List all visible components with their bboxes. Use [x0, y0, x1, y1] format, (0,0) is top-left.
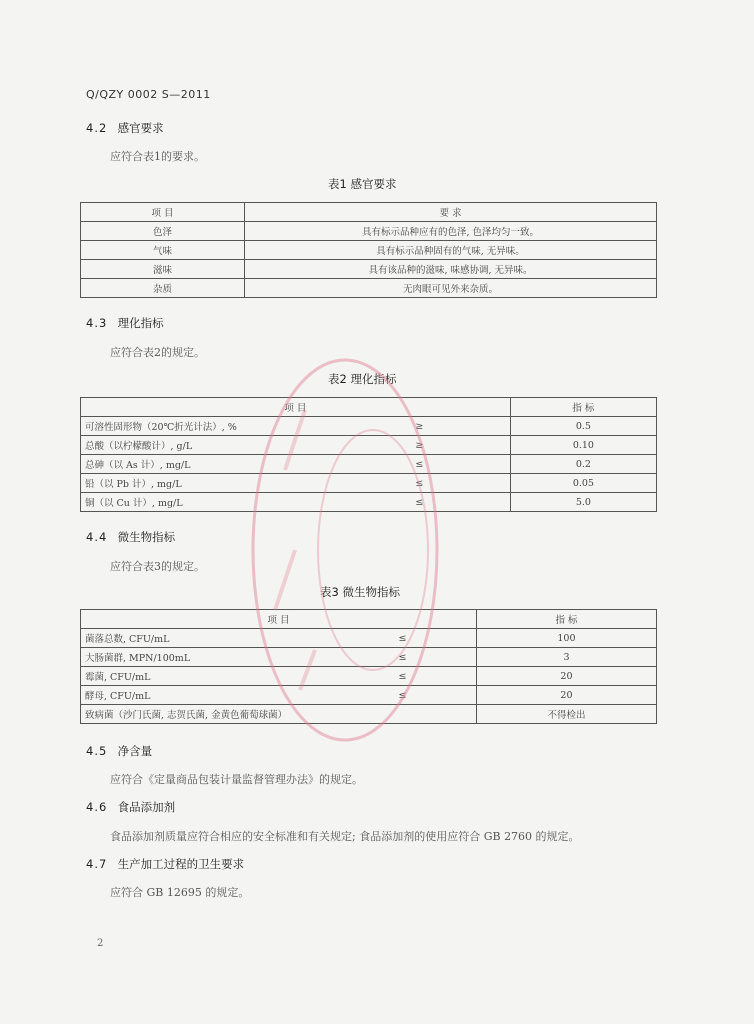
- section-4-6-text: 食品添加剂质量应符合相应的安全标准和有关规定; 食品添加剂的使用应符合 GB 2760 的规定。: [110, 830, 580, 843]
- table-row: [81, 279, 657, 298]
- table-cell: 具有该品种的滋味, 味感协调, 无异味。: [245, 260, 657, 279]
- table-cell: 无肉眼可见外来杂质。: [245, 279, 657, 298]
- table-cell: 3: [476, 648, 656, 667]
- table-cell: 0.10: [510, 436, 656, 455]
- section-title: 净含量: [117, 744, 153, 758]
- table-cell: 总酸（以柠檬酸计）, g/L: [81, 436, 330, 455]
- table-cell: 铜（以 Cu 计）, mg/L: [81, 493, 330, 512]
- table-cell: 不得检出: [476, 705, 656, 724]
- header-cell: 项 目: [81, 610, 477, 629]
- table-row: [81, 241, 657, 260]
- section-title: 感官要求: [117, 121, 164, 135]
- table-row: [81, 455, 657, 474]
- table-cell: 100: [476, 629, 656, 648]
- table-row: [81, 260, 657, 279]
- table-row: [81, 417, 657, 436]
- table-cell: 气味: [81, 241, 245, 260]
- table-cell: 大肠菌群, MPN/100mL: [81, 648, 330, 667]
- header-cell: 项 目: [81, 398, 511, 417]
- table-2-caption: 表2 理化指标: [328, 372, 397, 386]
- header-cell: 指 标: [510, 398, 656, 417]
- table-3-microbiological: [80, 609, 657, 724]
- comparison-sign: ≤: [329, 474, 510, 493]
- section-4-5-text: 应符合《定量商品包装计量监督管理办法》的规定。: [110, 773, 363, 786]
- table-cell: 0.2: [510, 455, 656, 474]
- table-cell: 具有标示品种应有的色泽, 色泽均匀一致。: [245, 222, 657, 241]
- comparison-sign: ≤: [329, 648, 476, 667]
- section-4-7-heading: [86, 856, 244, 872]
- section-number: 4.5: [86, 744, 108, 758]
- table-row: [81, 436, 657, 455]
- section-number: 4.7: [86, 857, 108, 871]
- section-number: 4.3: [86, 316, 108, 330]
- section-4-3-heading: [86, 315, 164, 331]
- section-number: 4.6: [86, 800, 108, 814]
- section-number: 4.2: [86, 121, 108, 135]
- comparison-sign: ≤: [329, 686, 476, 705]
- section-4-7-text: 应符合 GB 12695 的规定。: [110, 886, 250, 899]
- table-cell: 酵母, CFU/mL: [81, 686, 330, 705]
- table-row: [81, 686, 657, 705]
- comparison-sign: ≤: [329, 493, 510, 512]
- table-cell: 5.0: [510, 493, 656, 512]
- comparison-sign: ≤: [329, 455, 510, 474]
- section-4-3-text: 应符合表2的规定。: [110, 346, 205, 359]
- table-cell: 0.5: [510, 417, 656, 436]
- table-row: [81, 648, 657, 667]
- section-4-4-text: 应符合表3的规定。: [110, 560, 205, 573]
- table-cell: 总砷（以 As 计）, mg/L: [81, 455, 330, 474]
- table-cell: 杂质: [81, 279, 245, 298]
- table-cell: 滋味: [81, 260, 245, 279]
- section-4-5-heading: [86, 743, 152, 759]
- table-row: [81, 667, 657, 686]
- section-title: 微生物指标: [117, 530, 176, 544]
- table-cell: 色泽: [81, 222, 245, 241]
- table-cell: 致病菌（沙门氏菌, 志贺氏菌, 金黄色葡萄球菌）: [81, 705, 477, 724]
- table-cell: 霉菌, CFU/mL: [81, 667, 330, 686]
- section-4-2-text: 应符合表1的要求。: [110, 150, 205, 163]
- comparison-sign: ≥: [329, 436, 510, 455]
- table-row: [81, 222, 657, 241]
- section-title: 生产加工过程的卫生要求: [117, 857, 245, 871]
- table-header-row: [81, 398, 657, 417]
- table-cell: 可溶性固形物（20℃折光计法）, %: [81, 417, 330, 436]
- comparison-sign: ≤: [329, 667, 476, 686]
- table-row: [81, 629, 657, 648]
- table-cell: 铅（以 Pb 计）, mg/L: [81, 474, 330, 493]
- comparison-sign: ≤: [329, 629, 476, 648]
- section-title: 食品添加剂: [117, 800, 176, 814]
- table-1-caption: 表1 感官要求: [328, 177, 397, 191]
- table-row: [81, 474, 657, 493]
- page-number: 2: [97, 938, 104, 949]
- table-3-caption: 表3 微生物指标: [320, 585, 400, 599]
- table-1-sensory: [80, 202, 657, 298]
- table-row: [81, 493, 657, 512]
- header-cell: 要 求: [245, 203, 657, 222]
- section-title: 理化指标: [117, 316, 164, 330]
- table-2-physicochemical: [80, 397, 657, 512]
- table-row: [81, 705, 657, 724]
- table-cell: 0.05: [510, 474, 656, 493]
- section-4-4-heading: [86, 529, 175, 545]
- table-cell: 20: [476, 686, 656, 705]
- table-header-row: [81, 203, 657, 222]
- section-number: 4.4: [86, 530, 108, 544]
- table-header-row: [81, 610, 657, 629]
- table-cell: 菌落总数, CFU/mL: [81, 629, 330, 648]
- standard-code: Q/QZY 0002 S—2011: [86, 88, 211, 101]
- section-4-2-heading: [86, 120, 164, 136]
- section-4-6-heading: [86, 799, 175, 815]
- comparison-sign: ≥: [329, 417, 510, 436]
- header-cell: 指 标: [476, 610, 656, 629]
- header-cell: 项 目: [81, 203, 245, 222]
- table-cell: 具有标示品种固有的气味, 无异味。: [245, 241, 657, 260]
- table-cell: 20: [476, 667, 656, 686]
